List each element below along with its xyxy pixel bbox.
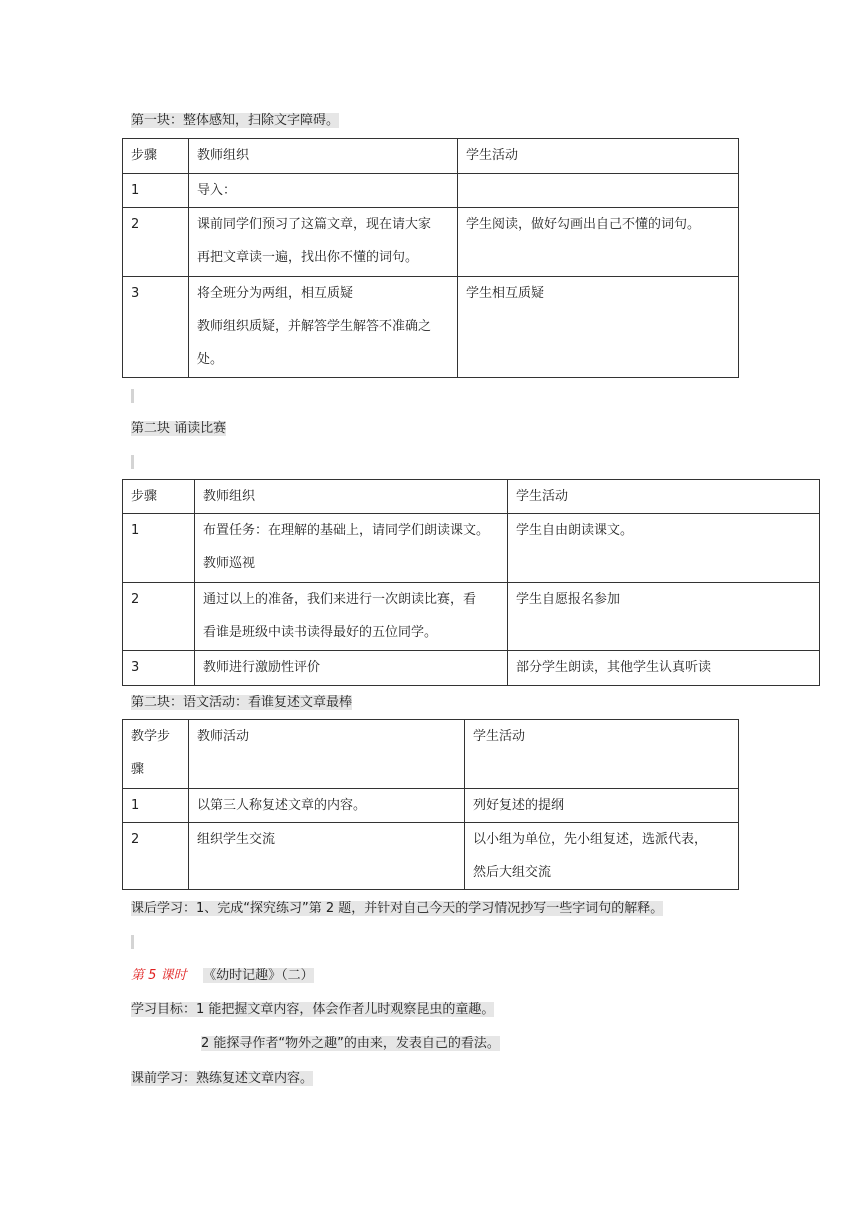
- header-student: 学生活动: [458, 139, 739, 174]
- paragraph-mark: [131, 935, 134, 949]
- header-teacher: 教师组织: [195, 480, 508, 514]
- student-cell: 学生自由朗读课文。: [508, 514, 820, 583]
- teacher-cell: 课前同学们预习了这篇文章，现在请大家 再把文章读一遍，找出你不懂的词句。: [189, 208, 458, 277]
- table-row: [123, 651, 820, 686]
- table-header-row: [123, 720, 739, 789]
- block2-table: [122, 479, 820, 686]
- header-teacher: 教师组织: [189, 139, 458, 174]
- teacher-cell: 组织学生交流: [189, 823, 465, 890]
- lesson-period: 第 5 课时: [131, 968, 187, 983]
- teacher-cell: 通过以上的准备，我们来进行一次朗读比赛，看 看谁是班级中读书读得最好的五位同学。: [195, 583, 508, 651]
- teacher-cell: 以第三人称复述文章的内容。: [189, 789, 465, 823]
- teacher-cell: 布置任务：在理解的基础上，请同学们朗读课文。 教师巡视: [195, 514, 508, 583]
- table-row: [123, 208, 739, 277]
- header-step: 步骤: [123, 139, 189, 174]
- learning-goal-1: 学习目标：1 能把握文章内容，体会作者儿时观察昆虫的童趣。: [131, 1002, 495, 1017]
- step-cell: 2: [123, 208, 189, 277]
- header-teacher: 教师活动: [189, 720, 465, 789]
- header-student: 学生活动: [508, 480, 820, 514]
- table-row: [123, 823, 739, 890]
- step-cell: 2: [123, 823, 189, 890]
- header-step: 教学步 骤: [123, 720, 189, 789]
- block3-heading: 第二块：语文活动：看谁复述文章最棒: [131, 695, 353, 710]
- step-cell: 1: [123, 789, 189, 823]
- after-class-study: 课后学习：1、完成“探究练习”第 2 题，并针对自己今天的学习情况抄写一些字词句的解释。: [131, 901, 664, 916]
- student-cell: 以小组为单位，先小组复述，选派代表， 然后大组交流: [465, 823, 739, 890]
- student-cell: 部分学生朗读，其他学生认真听读: [508, 651, 820, 686]
- learning-goal-2: 2 能探寻作者“物外之趣”的由来，发表自己的看法。: [201, 1036, 500, 1051]
- student-cell: 学生相互质疑: [458, 277, 739, 378]
- step-cell: 1: [123, 174, 189, 208]
- pre-class-study: 课前学习：熟练复述文章内容。: [131, 1071, 314, 1086]
- table-header-row: [123, 480, 820, 514]
- block1-heading: 第一块：整体感知，扫除文字障碍。: [131, 113, 340, 128]
- step-cell: 1: [123, 514, 195, 583]
- block2-heading: 第二块 诵读比赛: [131, 421, 227, 436]
- table-row: [123, 583, 820, 651]
- block1-table: [122, 138, 739, 378]
- lesson-title: 《幼时记趣》（二）: [203, 968, 314, 983]
- step-cell: 3: [123, 277, 189, 378]
- header-student: 学生活动: [465, 720, 739, 789]
- table-row: [123, 277, 739, 378]
- table-row: [123, 789, 739, 823]
- step-cell: 2: [123, 583, 195, 651]
- table-row: [123, 514, 820, 583]
- header-step: 步骤: [123, 480, 195, 514]
- teacher-cell: 将全班分为两组，相互质疑 教师组织质疑，并解答学生解答不准确之 处。: [189, 277, 458, 378]
- teacher-cell: 教师进行激励性评价: [195, 651, 508, 686]
- student-cell: 学生自愿报名参加: [508, 583, 820, 651]
- lesson-title-line: [131, 966, 314, 986]
- block3-table: [122, 719, 739, 890]
- paragraph-mark: [131, 389, 134, 403]
- table-header-row: [123, 139, 739, 174]
- step-cell: 3: [123, 651, 195, 686]
- table-row: [123, 174, 739, 208]
- student-cell: [458, 174, 739, 208]
- student-cell: 学生阅读，做好勾画出自己不懂的词句。: [458, 208, 739, 277]
- paragraph-mark: [131, 455, 134, 469]
- student-cell: 列好复述的提纲: [465, 789, 739, 823]
- teacher-cell: 导入：: [189, 174, 458, 208]
